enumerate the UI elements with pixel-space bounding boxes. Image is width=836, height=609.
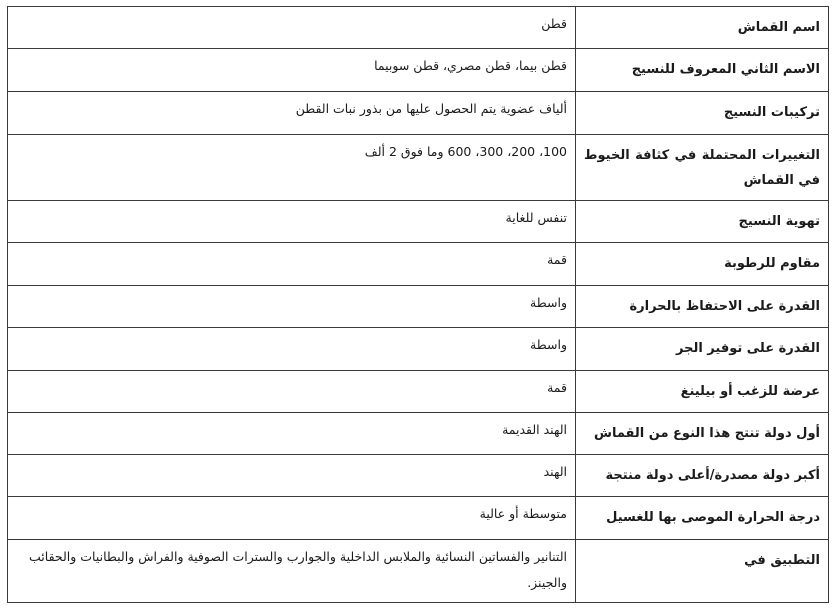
table-row — [8, 328, 829, 371]
row-label: أكبر دولة مصدرة/أعلى دولة منتجة — [576, 455, 829, 497]
row-label: القدرة على الاحتفاظ بالحرارة — [576, 286, 829, 328]
row-label: درجة الحرارة الموصى بها للغسيل — [576, 497, 829, 540]
row-label: التطبيق في — [576, 540, 829, 603]
row-value: ألياف عضوية يتم الحصول عليها من بذور نبات القطن — [8, 92, 576, 135]
row-value: 100، 200، 300، 600 وما فوق 2 ألف — [8, 135, 576, 201]
table-row — [8, 92, 829, 135]
table-row — [8, 540, 829, 603]
row-value: قطن — [8, 7, 576, 49]
row-label: القدرة على توفير الجر — [576, 328, 829, 371]
row-label: مقاوم للرطوبة — [576, 243, 829, 286]
table-row — [8, 201, 829, 243]
row-label: تهوية النسيج — [576, 201, 829, 243]
table-row — [8, 243, 829, 286]
table-row — [8, 286, 829, 328]
table-row — [8, 135, 829, 201]
row-label: أول دولة تنتج هذا النوع من القماش — [576, 413, 829, 455]
table-row — [8, 413, 829, 455]
row-value: التنانير والفساتين النسائية والملابس الداخلية والجوارب والسترات الصوفية والفراش والبطانيات والحقائب والجينز. — [8, 540, 576, 603]
table-row — [8, 497, 829, 540]
row-value: قمة — [8, 243, 576, 286]
row-value: قطن بيما، قطن مصري، قطن سوبيما — [8, 49, 576, 92]
row-value: تنفس للغاية — [8, 201, 576, 243]
row-value: واسطة — [8, 328, 576, 371]
row-value: متوسطة أو عالية — [8, 497, 576, 540]
row-label: الاسم الثاني المعروف للنسيج — [576, 49, 829, 92]
table-row — [8, 455, 829, 497]
table-row — [8, 49, 829, 92]
row-value: الهند — [8, 455, 576, 497]
fabric-properties-table — [7, 6, 829, 603]
row-value: الهند القديمة — [8, 413, 576, 455]
table-row — [8, 371, 829, 413]
row-value: واسطة — [8, 286, 576, 328]
row-label: اسم القماش — [576, 7, 829, 49]
row-value: قمة — [8, 371, 576, 413]
row-label: تركيبات النسيج — [576, 92, 829, 135]
row-label: عرضة للزغب أو بيلينغ — [576, 371, 829, 413]
row-label: التغييرات المحتملة في كثافة الخيوط في القماش — [576, 135, 829, 201]
table-row — [8, 7, 829, 49]
